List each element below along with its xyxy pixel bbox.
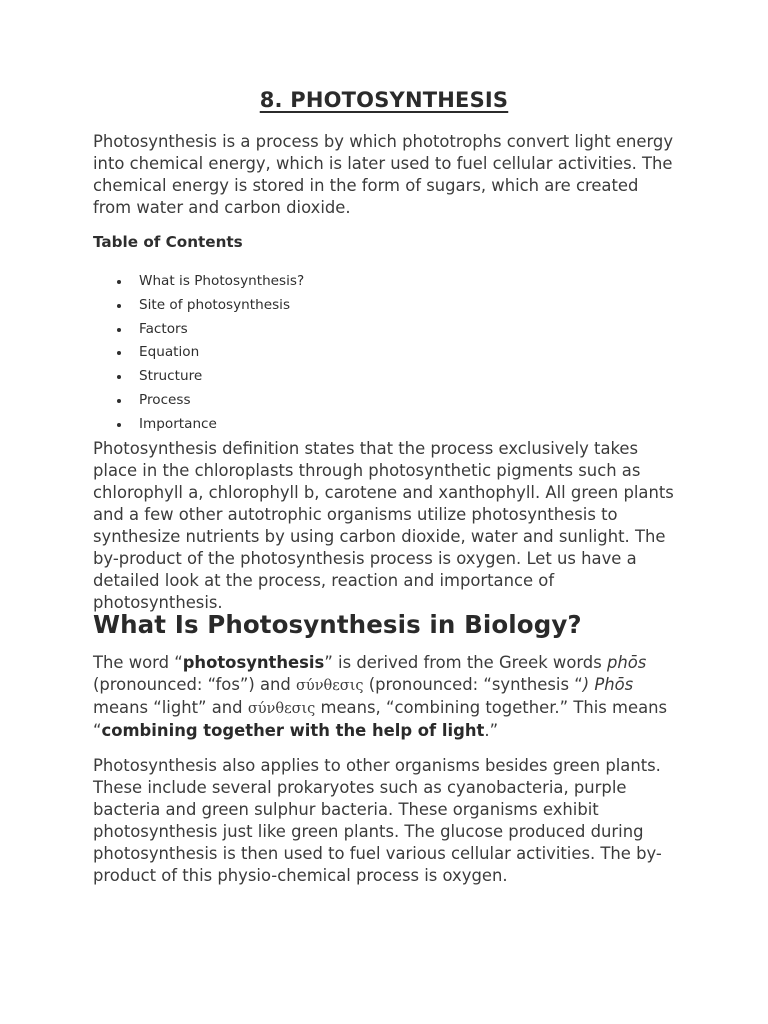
greek-word-phos: phōs bbox=[606, 653, 647, 672]
toc-item[interactable]: Site of photosynthesis bbox=[93, 294, 304, 318]
page-title: 8. PHOTOSYNTHESIS bbox=[259, 88, 509, 112]
toc-item[interactable]: Structure bbox=[93, 365, 304, 389]
toc-item[interactable]: What is Photosynthesis? bbox=[93, 270, 304, 294]
etymology-text: (pronounced: “fos”) and bbox=[93, 675, 297, 694]
toc-heading: Table of Contents bbox=[93, 233, 243, 251]
section-heading: What Is Photosynthesis in Biology? bbox=[93, 610, 582, 639]
greek-word-synthesis: σύνθεσις bbox=[296, 678, 364, 694]
greek-word-synthesis: σύνθεσις bbox=[247, 701, 316, 717]
greek-word-phos-italic: ) Phōs bbox=[582, 675, 634, 694]
etymology-text: means, “combining together.” This means “ bbox=[93, 698, 668, 740]
definition-paragraph: Photosynthesis definition states that the process exclusively takes place in the chloroplasts through photosynthetic pigments such as chlorophyll a, chlorophyll b, carotene and xanthophyll. All green plants and a few other autotrophic organisms utilize photosynthesis to synthesize nutrients by using carbon dioxide, water and sunlight. The by-product of the photosynthesis process is oxygen. Let us have a detailed look at the process, reaction and importance of photosynthesis. bbox=[93, 439, 674, 612]
etymology-text: means “light” and bbox=[93, 698, 248, 717]
etymology-text: The word “ bbox=[93, 653, 183, 672]
etymology-text: .” bbox=[484, 721, 499, 740]
toc-item[interactable]: Factors bbox=[93, 318, 304, 342]
toc-item[interactable]: Process bbox=[93, 389, 304, 413]
toc-item[interactable]: Equation bbox=[93, 341, 304, 365]
etymology-meaning: combining together with the help of light bbox=[101, 721, 485, 740]
toc-list bbox=[93, 270, 304, 437]
etymology-paragraph bbox=[93, 652, 678, 742]
other-organisms-paragraph: Photosynthesis also applies to other organisms besides green plants. These include several prokaryotes such as cyanobacteria, purple bacteria and green sulphur bacteria. These organisms exhibit photosynthesis just like green plants. The glucose produced during photosynthesis is then used to fuel various cellular activities. The by-product of this physio-chemical process is oxygen. bbox=[93, 756, 662, 885]
toc-item[interactable]: Importance bbox=[93, 413, 304, 437]
etymology-term: photosynthesis bbox=[182, 653, 325, 672]
etymology-text: ” is derived from the Greek words bbox=[324, 653, 607, 672]
intro-paragraph: Photosynthesis is a process by which phototrophs convert light energy into chemical energy, which is later used to fuel cellular activities. The chemical energy is stored in the form of sugars, which are created from water and carbon dioxide. bbox=[93, 132, 674, 217]
etymology-text: (pronounced: “synthesis “ bbox=[363, 675, 583, 694]
